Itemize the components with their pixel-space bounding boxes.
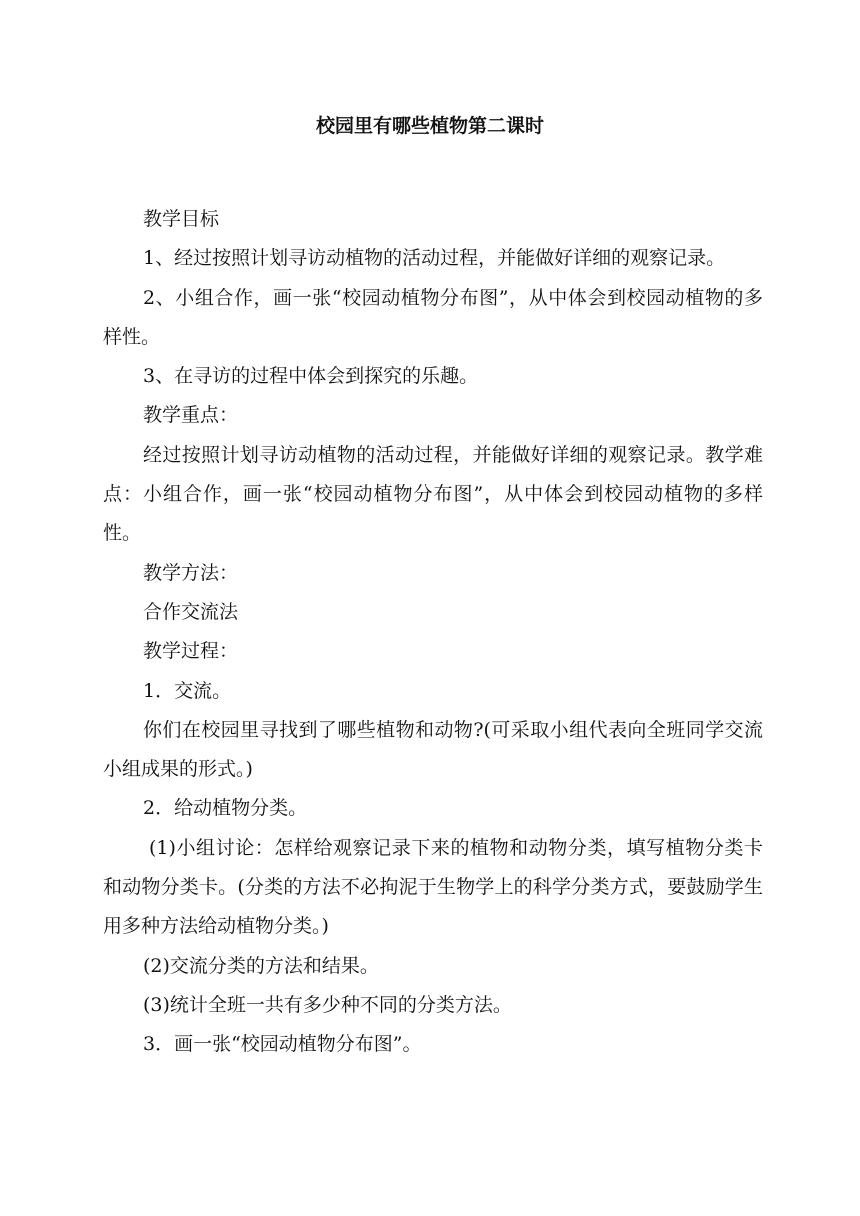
- paragraph-step-2-sub-2: (2)交流分类的方法和结果。: [143, 954, 379, 977]
- paragraph-step-2-sub-1: (1)小组讨论：怎样给观察记录下来的植物和动物分类，填写植物分类卡和动物分类卡。(分类的方法不必拘泥于生物学上的科学分类方式，要鼓励学生用多种方法给动植物分类。): [103, 836, 763, 938]
- paragraph-step-1-detail: 你们在校园里寻找到了哪些植物和动物?(可采取小组代表向全班同学交流小组成果的形式。): [103, 718, 763, 781]
- paragraph-methods: 合作交流法: [143, 600, 239, 623]
- paragraph-goal-2: 2、小组合作，画一张“校园动植物分布图”，从中体会到校园动植物的多样性。: [103, 286, 763, 348]
- paragraph-process-heading: 教学过程：: [143, 640, 239, 663]
- paragraph-goal-3: 3、在寻访的过程中体会到探究的乐趣。: [143, 365, 479, 388]
- paragraph-step-2: 2．给动植物分类。: [143, 797, 308, 820]
- paragraph-key-points-heading: 教学重点：: [143, 404, 239, 427]
- document-body: [103, 200, 763, 1065]
- paragraph-methods-heading: 教学方法：: [143, 561, 239, 584]
- document-title: 校园里有哪些植物第二课时: [315, 115, 544, 137]
- paragraph-step-2-sub-3: (3)统计全班一共有多少种不同的分类方法。: [143, 993, 512, 1016]
- paragraph-key-points: 经过按照计划寻访动植物的活动过程，并能做好详细的观察记录。教学难点：小组合作，画一张“校园动植物分布图”，从中体会到校园动植物的多样性。: [103, 443, 763, 545]
- paragraph-teaching-goals-heading: 教学目标: [143, 208, 220, 230]
- paragraph-step-3: 3．画一张“校园动植物分布图”。: [143, 1033, 422, 1056]
- paragraph-step-1: 1．交流。: [143, 679, 232, 702]
- paragraph-goal-1: 1、经过按照计划寻访动植物的活动过程，并能做好详细的观察记录。: [143, 247, 726, 270]
